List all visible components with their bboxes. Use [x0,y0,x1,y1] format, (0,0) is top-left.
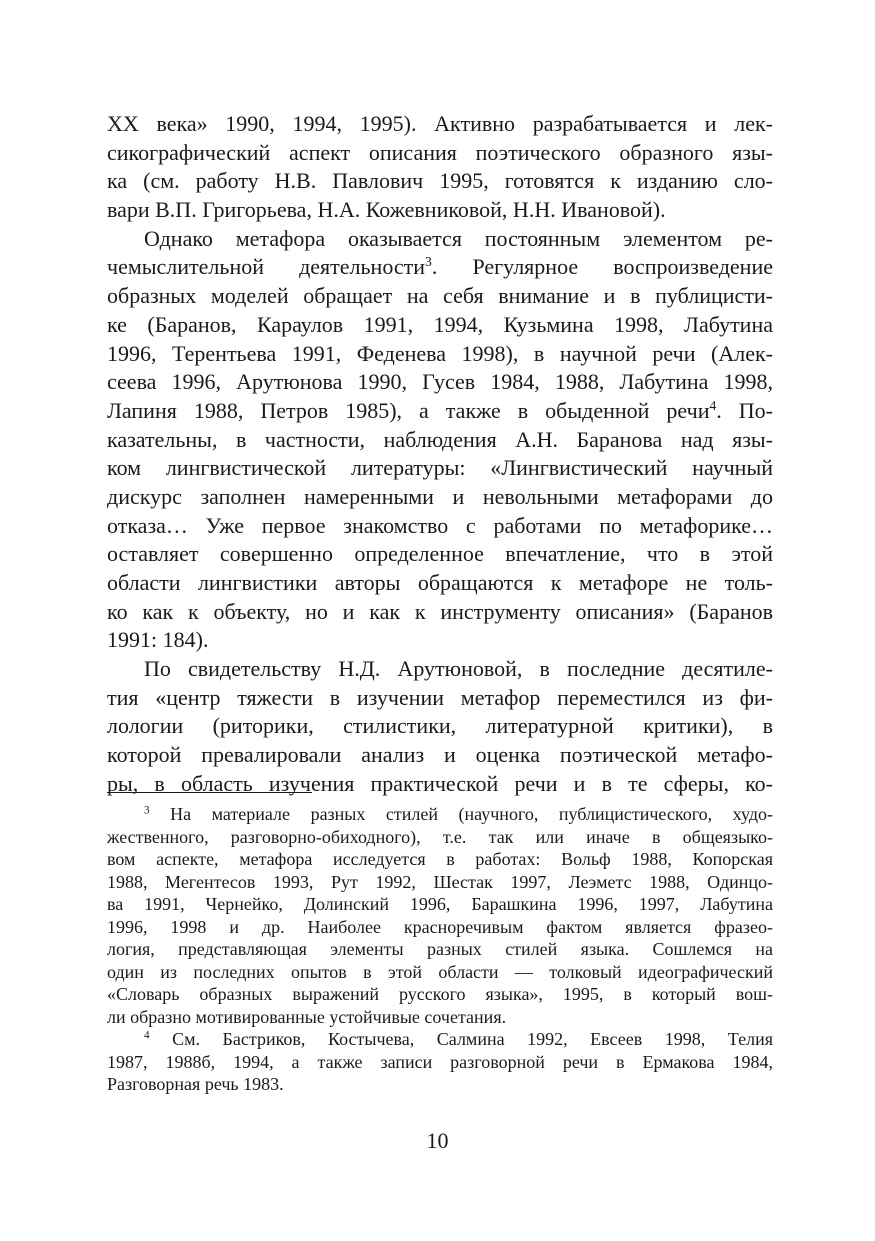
text-line: ко как к объекту, но и как к инструменту описания» (Баранов [107,598,773,624]
text-line: логия, представляющая элементы разных стилей языка. Сошлемся на [107,939,773,959]
paragraph-1 [107,110,773,225]
text-line: Разговорная речь 1983. [107,1074,284,1094]
text-segment: На материале разных стилей (научного, публицистического, худо- [149,804,773,824]
text-line: дискурс заполнен намеренными и невольными метафорами до [107,483,773,509]
text-line: 1988, Мегентесов 1993, Рут 1992, Шестак 1997, Леэметс 1988, Одинцо- [107,871,773,892]
footnote-divider [107,792,312,793]
text-line: ком лингвистической литературы: «Лингвистический научный [107,455,773,481]
footnote-ref-4[interactable]: 4 [709,397,717,413]
text-line: сеева 1996, Арутюнова 1990, Гусев 1984, 1988, Лабутина 1998, [107,369,773,395]
page-number: 10 [426,1128,449,1153]
text-line: 1987, 1988б, 1994, а также записи разговорной речи в Ермакова 1984, [107,1051,773,1072]
main-text [107,110,773,799]
text-segment: См. Бастриков, Костычева, Салмина 1992, Евсеев 1998, Телия [149,1029,773,1049]
text-line: отказа… Уже первое знакомство с работами по метафорике… [107,512,773,538]
text-line: оставляет совершенно определенное впечатление, что в этой [107,541,773,567]
text-line: По свидетельству Н.Д. Арутюновой, в последние десятиле- [144,656,773,682]
footnote-marker: 3 [144,804,150,817]
text-line: тия «центр тяжести в изучении метафор переместился из фи- [107,684,773,710]
text-line [107,397,773,426]
text-line: вом аспекте, метафора исследуется в работах: Вольф 1988, Копорская [107,849,773,869]
text-line: лологии (риторики, стилистики, литературной критики), в [107,713,773,739]
text-segment: Лапиня 1988, Петров 1985), а также в обыденной речи [107,397,710,423]
text-line [107,1028,773,1051]
text-segment: чемыслительной деятельности [107,254,426,280]
text-line: ва 1991, Чернейко, Долинский 1996, Барашкина 1996, 1997, Лабутина [107,894,773,914]
text-segment: . Регулярное воспроизведение [431,254,773,280]
paragraph-2 [107,225,773,655]
text-line: ке (Баранов, Караулов 1991, 1994, Кузьмина 1998, Лабутина [107,311,773,337]
text-line: ли образно мотивированные устойчивые сочетания. [107,1006,507,1027]
text-line [107,253,773,282]
text-line: «Словарь образных выражений русского языка», 1995, в который вош- [107,984,773,1004]
text-line: 1991: 184). [107,627,209,653]
text-line: один из последних опытов в этой области — толковый идеографический [107,961,773,982]
text-line: образных моделей обращает на себя внимание и в публицисти- [107,283,773,309]
text-line [107,803,773,826]
text-line: ка (см. работу Н.В. Павлович 1995, готовятся к изданию сло- [107,168,773,194]
footnote-3 [107,803,773,1028]
text-line: области лингвистики авторы обращаются к метафоре не толь- [107,570,773,595]
text-line: сикографический аспект описания поэтического образного язы- [107,139,773,165]
text-line: казательны, в частности, наблюдения А.Н. Баранова над язы- [107,426,773,452]
text-line: XX века» 1990, 1994, 1995). Активно разрабатывается и лек- [107,111,773,136]
text-line: 1996, 1998 и др. Наиболее красноречивым фактом является фразео- [107,916,773,937]
text-line: 1996, Терентьева 1991, Феденева 1998), в научной речи (Алек- [107,340,773,366]
footnote-4 [107,1028,773,1096]
footnotes [107,803,773,1096]
text-line: Однако метафора оказывается постоянным элементом ре- [144,225,773,251]
text-line: жественного, разговорно-обиходного), т.е. так или иначе в общеязыко- [107,826,773,847]
text-line: которой превалировали анализ и оценка поэтической метафо- [107,742,773,768]
paragraph-3 [107,655,773,798]
text-line: ры, в область изучения практической речи и в те сферы, ко- [107,770,773,796]
footnote-ref-3[interactable]: 3 [425,254,432,270]
text-line: вари В.П. Григорьева, Н.А. Кожевниковой, Н.Н. Ивановой). [107,197,666,223]
footnote-marker: 4 [144,1029,150,1042]
text-segment: . По- [716,397,774,423]
